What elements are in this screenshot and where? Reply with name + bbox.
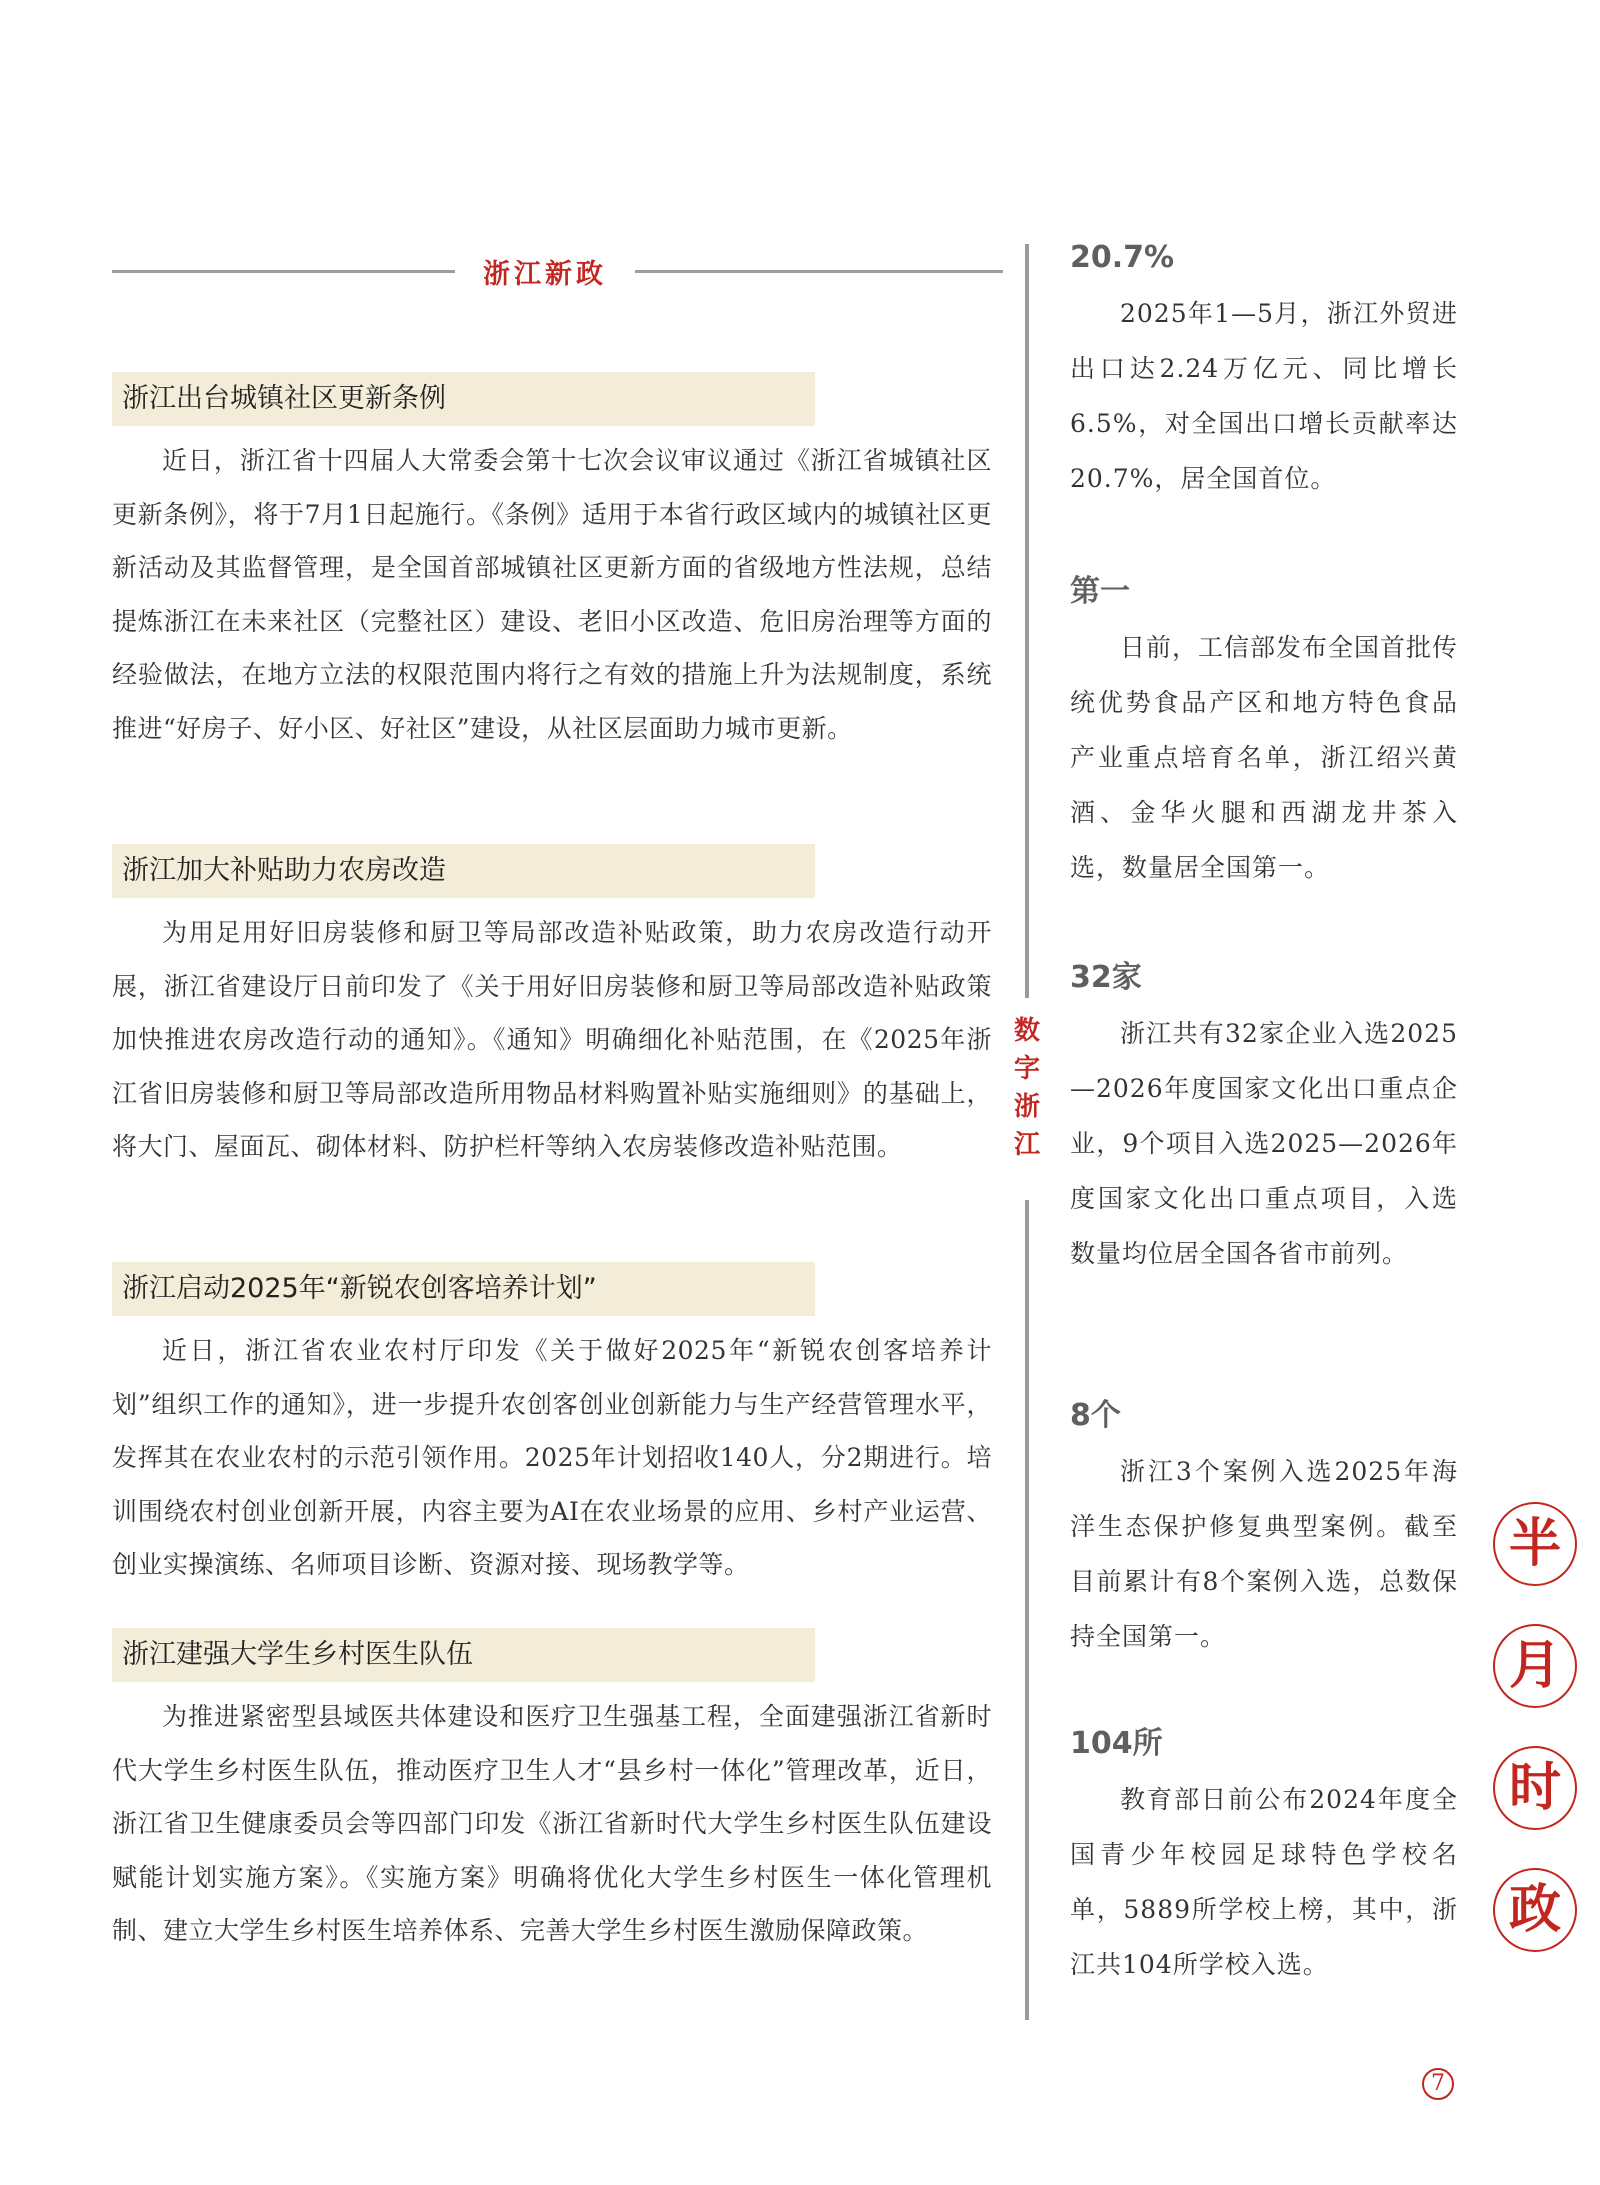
stat-item xyxy=(1070,570,1458,895)
stat-item xyxy=(1070,236,1458,506)
article-title: 浙江启动2025年“新锐农创客培养计划” xyxy=(112,1262,815,1316)
column-divider-bottom xyxy=(1025,1200,1029,2020)
article xyxy=(112,1628,992,1958)
stat-heading: 8个 xyxy=(1070,1398,1121,1433)
page-number: 7 xyxy=(1422,2068,1454,2100)
section-title: 浙江新政 xyxy=(483,259,607,290)
stat-text: 教育部日前公布2024年度全国青少年校园足球特色学校名单，5889所学校上榜，其中，浙江共104所学校入选。 xyxy=(1070,1785,1458,1979)
stat-heading: 第一 xyxy=(1070,574,1130,609)
article xyxy=(112,844,992,1174)
stat-heading: 32家 xyxy=(1070,960,1142,995)
header-rule-left xyxy=(112,270,455,273)
article-title: 浙江建强大学生乡村医生队伍 xyxy=(112,1628,815,1682)
seal-char: 政 xyxy=(1493,1868,1577,1952)
article-title: 浙江出台城镇社区更新条例 xyxy=(112,372,815,426)
article xyxy=(112,372,992,755)
stat-text: 日前，工信部发布全国首批传统优势食品产区和地方特色食品产业重点培育名单，浙江绍兴黄酒、金华火腿和西湖龙井茶入选，数量居全国第一。 xyxy=(1070,633,1459,882)
stat-item xyxy=(1070,1722,1458,1992)
article-body: 为用足用好旧房装修和厨卫等局部改造补贴政策，助力农房改造行动开展，浙江省建设厅日前印发了《关于用好旧房装修和厨卫等局部改造补贴政策 加快推进农房改造行动的通知》。《通知》明确细化补贴范围，在《2025年浙江省旧房装修和厨卫等局部改造所用物品材料购置补贴实施细则》的基础上，将大门、屋面瓦、砌体材料、防护栏杆等纳入农房装修改造补贴范围。 xyxy=(112,918,992,1161)
article xyxy=(112,1262,992,1592)
stat-heading: 20.7% xyxy=(1070,240,1175,275)
header-rule-right xyxy=(635,270,1003,273)
stat-text: 2025年1—5月，浙江外贸进出口达2.24万亿元、同比增长6.5%，对全国出口增长贡献率达20.7%，居全国首位。 xyxy=(1070,299,1458,493)
stat-item xyxy=(1070,1394,1458,1664)
sidebar-label: 数字浙江 xyxy=(1013,1016,1040,1160)
stat-text: 浙江共有32家企业入选2025—2026年度国家文化出口重点企业，9个项目入选2025—2026年度国家文化出口重点项目，入选数量均位居全国各省市前列。 xyxy=(1070,1019,1458,1268)
article-body: 为推进紧密型县域医共体建设和医疗卫生强基工程，全面建强浙江省新时代大学生乡村医生队伍，推动医疗卫生人才“县乡村一体化”管理改革，近日，浙江省卫生健康委员会等四部门印发《浙江省新时代大学生乡村医生队伍建设赋能计划实施方案》。《实施方案》明确将优化大学生乡村医生一体化管理机制、建立大学生乡村医生培养体系、完善大学生乡村医生激励保障政策。 xyxy=(112,1702,992,1945)
article-body: 近日，浙江省农业农村厅印发《关于做好2025年“新锐农创客培养计划”组织工作的通知》，进一步提升农创客创业创新能力与生产经营管理水平，发挥其在农业农村的示范引领作用。2025年计划招收140人，分2期进行。培训围绕农村创业创新开展，内容主要为AI在农业场景的应用、乡村产业运营、创业实操演练、名师项目诊断、资源对接、现场教学等。 xyxy=(112,1336,993,1579)
column-divider-top xyxy=(1025,244,1029,998)
seal-char: 半 xyxy=(1493,1502,1577,1586)
seal-char: 月 xyxy=(1493,1624,1577,1708)
stat-heading: 104所 xyxy=(1070,1726,1163,1761)
article-title: 浙江加大补贴助力农房改造 xyxy=(112,844,815,898)
stat-item xyxy=(1070,956,1458,1281)
seal-char: 时 xyxy=(1493,1746,1577,1830)
article-body: 近日，浙江省十四届人大常委会第十七次会议审议通过《浙江省城镇社区更新条例》，将于7月1日起施行。《条例》适用于本省行政区域内的城镇社区更新活动及其监督管理，是全国首部城镇社区更新方面的省级地方性法规，总结提炼浙江在未来社区（完整社区）建设、老旧小区改造、危旧房治理等方面的经验做法，在地方立法的权限范围内将行之有效的措施上升为法规制度，系统推进“好房子、好小区、好社区”建设，从社区层面助力城市更新。 xyxy=(112,446,992,743)
stat-text: 浙江3个案例入选2025年海洋生态保护修复典型案例。截至目前累计有8个案例入选，总数保持全国第一。 xyxy=(1070,1457,1458,1651)
